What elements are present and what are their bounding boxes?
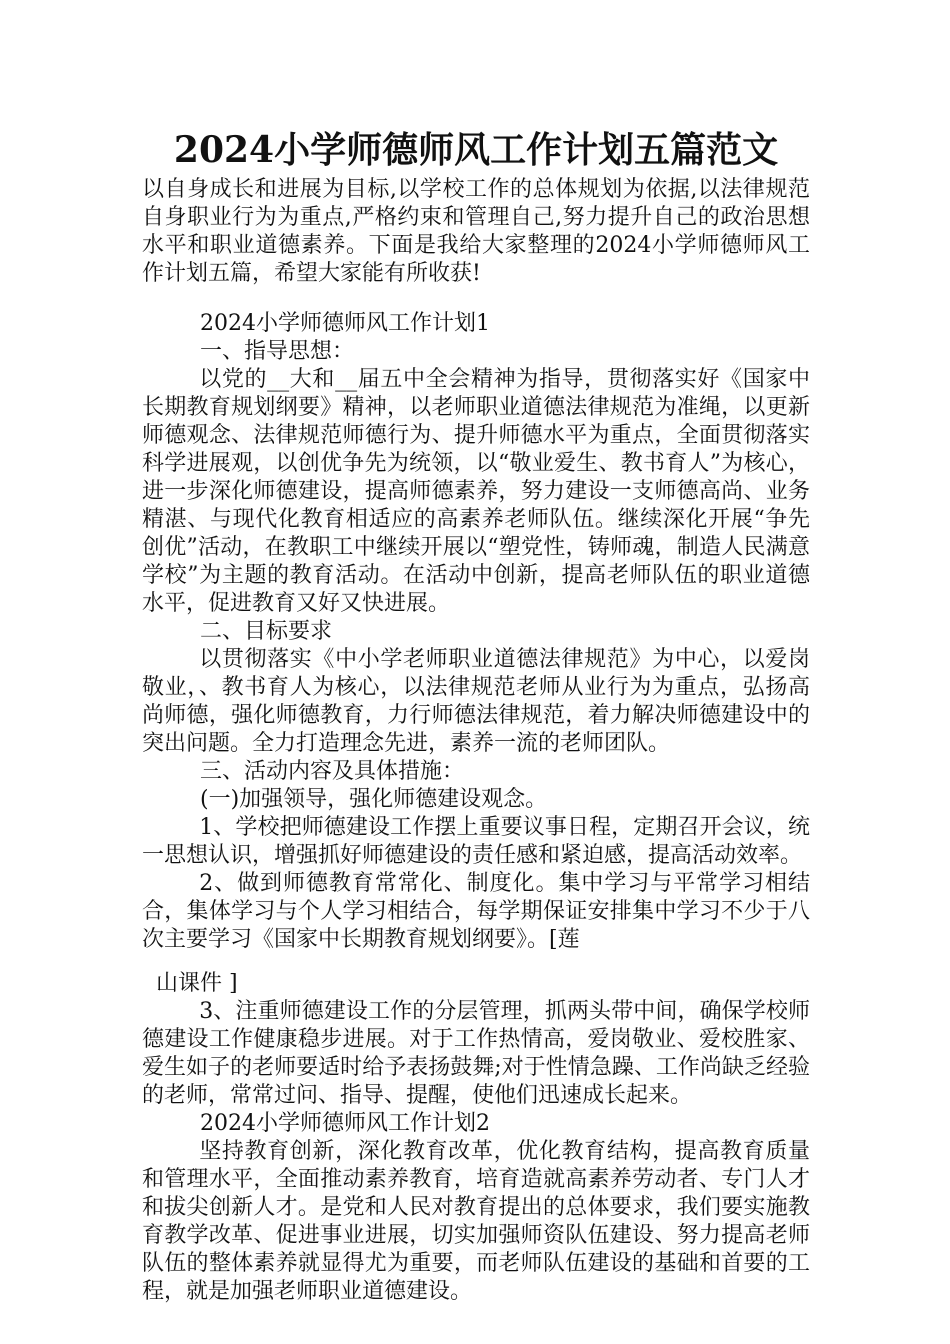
item2-tail: 山课件 ]: [156, 971, 238, 996]
item3-paragraph: 3、注重师德建设工作的分层管理，抓两头带中间，确保学校师德建设工作健康稳步进展。对于工作热情高，爱岗敬业、爱校胜家、爱生如子的老师要适时给予表扬鼓舞;对于性情急躁、工作尚缺乏经验的老师，常常过问、指导、提醒，使他们迅速成长起来。: [142, 999, 810, 1108]
section2-paragraph: 以贯彻落实《中小学老师职业道德法律规范》为中心，以爱岗敬业，、教书育人为核心，以法律规范老师从业行为为重点，弘扬高尚师德，强化师德教育，力行师德法律规范，着力解决师德建设中的突出问题。全力打造理念先进，素养一流的老师团队。: [142, 647, 810, 756]
plan2-paragraph: 坚持教育创新，深化教育改革，优化教育结构，提高教育质量和管理水平，全面推动素养教育，培育造就高素养劳动者、专门人才和拔尖创新人才。是党和人民对教育提出的总体要求，我们要实施教育教学改革、促进事业进展，切实加强师资队伍建设、努力提高老师队伍的整体素养就显得尤为重要，而老师队伍建设的基础和首要的工程，就是加强老师职业道德建设。: [142, 1139, 810, 1304]
section3-heading: 三、活动内容及具体措施：: [200, 759, 465, 784]
document-title: 2024小学师德师风工作计划五篇范文: [173, 129, 779, 171]
section1-paragraph: 以党的__大和__届五中全会精神为指导，贯彻落实好《国家中长期教育规划纲要》精神，以老师职业道德法律规范为准绳，以更新师德观念、法律规范师德行为、提升师德水平为重点，全面贯彻落实科学进展观，以创优争先为统领，以“敬业爱生、教书育人”为核心，进一步深化师德建设，提高师德素养，努力建设一支师德高尚、业务精湛、与现代化教育相适应的高素养老师队伍。继续深化开展“争先创优”活动，在教职工中继续开展以“塑党性，铸师魂，制造人民满意学校”为主题的教育活动。在活动中创新，提高老师队伍的职业道德水平，促进教育又好又快进展。: [142, 367, 810, 616]
subsection1-heading: (一)加强领导，强化师德建设观念。: [200, 787, 548, 812]
section1-heading: 一、指导思想：: [200, 339, 355, 364]
document-page: [142, 124, 810, 1306]
plan2-title: 2024小学师德师风工作计划2: [200, 1111, 490, 1136]
plan1-title: 2024小学师德师风工作计划1: [200, 311, 490, 336]
item2-paragraph: 2、做到师德教育常常化、制度化。集中学习与平常学习相结合，集体学习与个人学习相结合，每学期保证安排集中学习不少于八次主要学习《国家中长期教育规划纲要》。[莲: [142, 871, 810, 952]
intro-paragraph: 以自身成长和进展为目标,以学校工作的总体规划为依据,以法律规范自身职业行为为重点,严格约束和管理自己,努力提升自己的政治思想水平和职业道德素养。下面是我给大家整理的2024小学师德师风工作计划五篇，希望大家能有所收获!: [142, 177, 810, 286]
section2-heading: 二、目标要求: [200, 619, 333, 644]
paragraph-gap: [142, 288, 810, 310]
item1-paragraph: 1、学校把师德建设工作摆上重要议事日程，定期召开会议，统一思想认识，增强抓好师德建设的责任感和紧迫感，提高活动效率。: [142, 815, 810, 868]
